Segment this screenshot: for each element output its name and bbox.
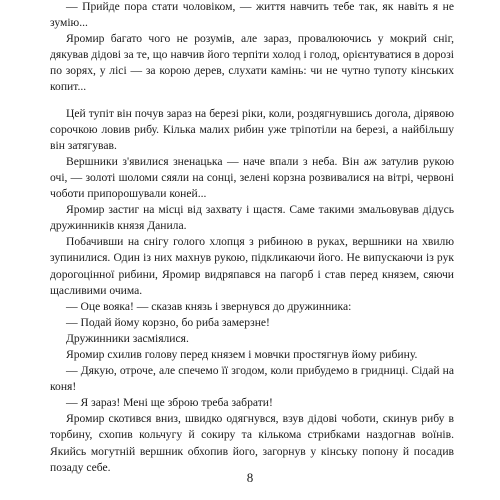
paragraph: Дружинники засміялися. bbox=[66, 331, 189, 345]
paragraph: Яромир застиг на місці від захвату і щастя. Саме такими змальовував дідусь дружинників князя Данила. bbox=[50, 203, 454, 233]
paragraph: Вершники з'явилися зненацька — наче впали з неба. Він аж затулив рукою очі, — золоті шоломи сяяли на сонці, зелені корзна розвивалися на вітрі, червоні чоботи припорошували коней... bbox=[50, 154, 454, 201]
paragraph: — Оце вояка! — сказав князь і звернувся до дружинника: bbox=[66, 299, 352, 313]
page-number: 8 bbox=[246, 470, 254, 485]
paragraph: Яромир скотився вниз, швидко одягнувся, взув дідові чоботи, скинув рибу в торбину, схопив кольчугу й сокиру та кількома стрибками наздогнав воїнів. Якийсь могутній вершник обхопив його, загорнув у кінську попону й посадив позаду себе. bbox=[50, 412, 454, 474]
paragraph: Яромир схилив голову перед князем і мовчки простягнув йому рибину. bbox=[66, 347, 418, 361]
paragraph: Цей тупіт він почув зараз на березі ріки, коли, роздягнувшись догола, дірявою сорочкою ловив рибу. Кілька малих рибин уже тріпотіли на березі, а найбільшу він затягував. bbox=[50, 106, 454, 152]
paragraph: — Подай йому корзно, бо риба замерзне! bbox=[66, 315, 270, 329]
body-text bbox=[50, 0, 454, 476]
paragraph: Побачивши на снігу голого хлопця з рибиною в руках, вершники на хвилю зупинилися. Один із них махнув рукою, підкликаючи його. Не випускаючи із рук дорогоцінної рибини, Яромир видряпався на пагорб і став перед князем, сяючи щасливими очима. bbox=[50, 235, 454, 297]
paragraph: — Дякую, отроче, але спечемо її згодом, коли прибудемо в гридниці. Сідай на коня! bbox=[50, 364, 454, 394]
paragraph: Яромир багато чого не розумів, але зараз, провалюючись у мокрий сніг, дякував дідові за те, що навчив його терпіти холод і голод, орієнтуватися в дорозі по зорях, у лісі — за корою дерев, слухати камінь: чи не чутно тупоту кінських копит... bbox=[50, 32, 454, 94]
paragraph: — Я зараз! Мені ще зброю треба забрати! bbox=[66, 396, 273, 410]
paragraph: — Прийде пора стати чоловіком, — життя навчить тебе так, як навіть я не зумію... bbox=[50, 0, 454, 30]
